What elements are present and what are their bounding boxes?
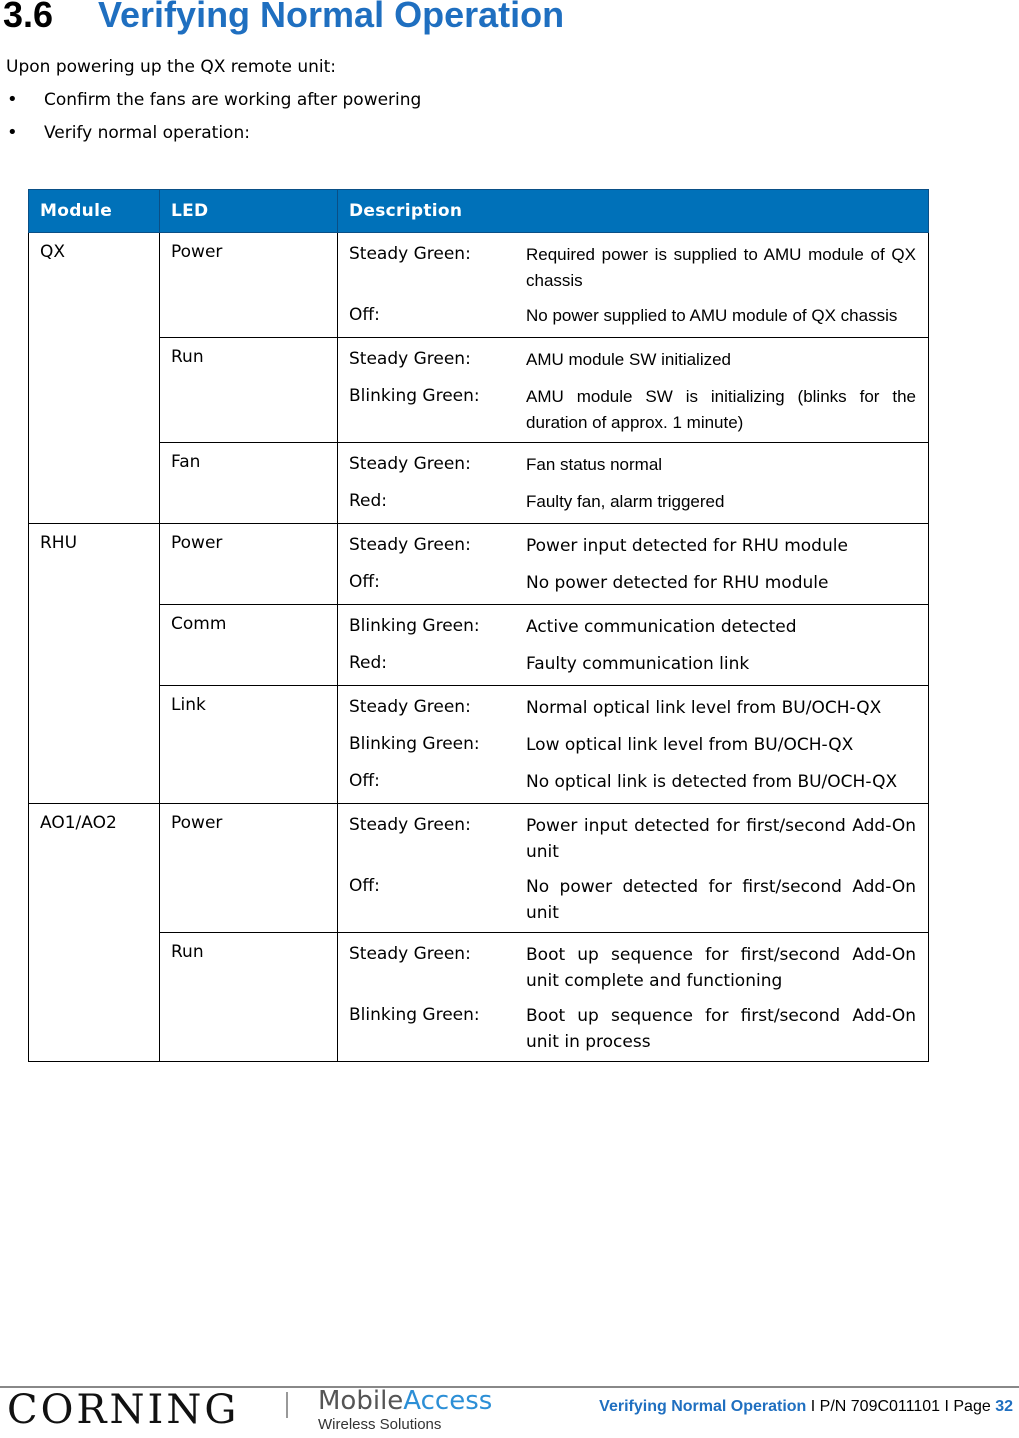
description-cell	[338, 443, 929, 524]
footer-page-info	[599, 1398, 1013, 1416]
status-entry	[349, 480, 916, 517]
status-entry	[349, 760, 916, 797]
led-state: Steady Green:	[349, 815, 471, 835]
state-description: No power detected for RHU module	[526, 573, 829, 593]
state-description: Faulty communication link	[526, 654, 750, 674]
bullet-item: • Verify normal operation:	[7, 122, 250, 143]
section-title: Verifying Normal Operation	[98, 0, 565, 35]
led-cell: Fan	[160, 443, 338, 524]
logo-divider	[286, 1392, 288, 1418]
header-led: LED	[160, 190, 338, 233]
description-cell	[338, 933, 929, 1062]
state-description: No optical link is detected from BU/OCH-QX	[526, 772, 898, 792]
led-state: Blinking Green:	[349, 1005, 480, 1025]
bullet-icon: •	[7, 122, 18, 143]
led-state: Blinking Green:	[349, 734, 480, 754]
led-cell: Power	[160, 804, 338, 933]
table-row	[29, 804, 929, 933]
state-description: Boot up sequence for first/second Add-On unit complete and functioning	[526, 945, 916, 991]
status-entry	[349, 561, 916, 598]
led-state: Steady Green:	[349, 944, 471, 964]
led-state: Red:	[349, 653, 388, 673]
led-state: Steady Green:	[349, 349, 471, 369]
module-cell: AO1/AO2	[29, 804, 160, 1062]
bullet-list	[0, 90, 421, 156]
led-cell: Link	[160, 686, 338, 804]
state-description: Fan status normal	[526, 455, 663, 474]
status-entry	[349, 933, 916, 994]
section-number: 3.6	[3, 0, 54, 35]
table-row	[29, 933, 929, 1062]
section-heading	[3, 0, 564, 40]
status-entry	[349, 233, 916, 294]
led-state: Blinking Green:	[349, 386, 480, 406]
state-description: AMU module SW initialized	[526, 350, 732, 369]
description-cell	[338, 233, 929, 338]
status-entry	[349, 443, 916, 480]
footer-part: I P/N 709C011101 I Page	[806, 1398, 996, 1415]
bullet-icon: •	[7, 89, 18, 110]
led-state: Steady Green:	[349, 535, 471, 555]
status-entry	[349, 723, 916, 760]
description-cell	[338, 686, 929, 804]
led-state: Red:	[349, 491, 388, 511]
table-row	[29, 443, 929, 524]
led-state: Off:	[349, 572, 380, 592]
state-description: Required power is supplied to AMU module of QX chassis	[526, 245, 916, 290]
status-entry	[349, 642, 916, 679]
status-entry	[349, 338, 916, 375]
state-description: No power detected for first/second Add-On unit	[526, 877, 916, 923]
led-state: Steady Green:	[349, 244, 471, 264]
led-state: Off:	[349, 876, 380, 896]
status-entry	[349, 605, 916, 642]
mobileaccess-logo: MobileAccess	[318, 1386, 493, 1416]
table-row	[29, 233, 929, 338]
footer-section: Verifying Normal Operation	[599, 1398, 807, 1415]
led-status-table	[28, 189, 929, 1062]
led-state: Off:	[349, 771, 380, 791]
table-header-row	[29, 190, 929, 233]
state-description: Low optical link level from BU/OCH-QX	[526, 735, 854, 755]
status-entry	[349, 804, 916, 865]
state-description: Boot up sequence for first/second Add-On unit in process	[526, 1006, 916, 1052]
led-state: Blinking Green:	[349, 616, 480, 636]
description-cell	[338, 804, 929, 933]
led-state: Steady Green:	[349, 454, 471, 474]
state-description: Normal optical link level from BU/OCH-QX	[526, 698, 882, 718]
status-entry	[349, 294, 916, 331]
page-footer	[0, 1386, 1019, 1438]
description-cell	[338, 338, 929, 443]
state-description: Faulty fan, alarm triggered	[526, 492, 725, 511]
led-state: Steady Green:	[349, 697, 471, 717]
module-cell: QX	[29, 233, 160, 524]
state-description: Power input detected for first/second Add-On unit	[526, 816, 916, 862]
led-cell: Run	[160, 338, 338, 443]
table-row	[29, 686, 929, 804]
state-description: AMU module SW is initializing (blinks for the duration of approx. 1 minute)	[526, 387, 916, 432]
corning-logo: CORNING	[7, 1387, 240, 1433]
header-description: Description	[338, 190, 929, 233]
header-module: Module	[29, 190, 160, 233]
state-description: No power supplied to AMU module of QX chassis	[526, 306, 898, 325]
table-row	[29, 605, 929, 686]
status-entry	[349, 865, 916, 926]
led-cell: Run	[160, 933, 338, 1062]
logo-subtitle: Wireless Solutions	[318, 1416, 442, 1433]
intro-text: Upon powering up the QX remote unit:	[6, 57, 336, 77]
led-cell: Comm	[160, 605, 338, 686]
page-number: 32	[995, 1398, 1013, 1415]
state-description: Active communication detected	[526, 617, 797, 637]
status-entry	[349, 994, 916, 1055]
led-cell: Power	[160, 524, 338, 605]
table-row	[29, 524, 929, 605]
status-entry	[349, 375, 916, 436]
table-row	[29, 338, 929, 443]
status-entry	[349, 524, 916, 561]
module-cell: RHU	[29, 524, 160, 804]
status-entry	[349, 686, 916, 723]
description-cell	[338, 605, 929, 686]
led-state: Off:	[349, 305, 380, 325]
description-cell	[338, 524, 929, 605]
led-cell: Power	[160, 233, 338, 338]
bullet-item: • Confirm the fans are working after powering	[7, 89, 422, 110]
state-description: Power input detected for RHU module	[526, 536, 848, 556]
